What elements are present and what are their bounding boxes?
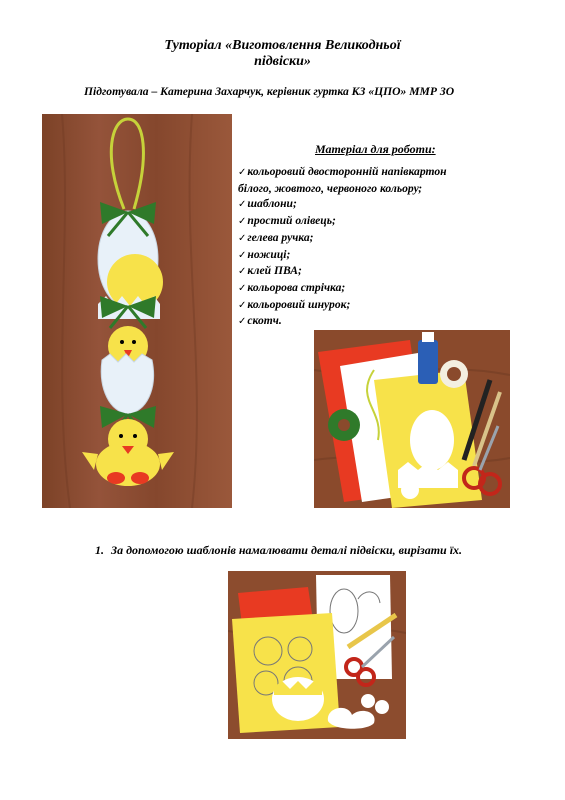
author-line: Підготувала – Катерина Захарчук, керівник гуртка КЗ «ЦПО» ММР ЗО (84, 85, 455, 98)
title-line-1: Туторіал «Виготовлення Великодньої (164, 38, 401, 53)
materials-list-item: ✓кольоровий шнурок; (238, 297, 351, 311)
checkmark-icon: ✓ (238, 316, 247, 328)
checkmark-icon: ✓ (238, 282, 247, 294)
checkmark-icon: ✓ (238, 249, 247, 261)
checkmark-icon: ✓ (238, 216, 247, 228)
step-number: 1. (95, 543, 104, 557)
checkmark-icon: ✓ (238, 167, 247, 178)
materials-photo (314, 330, 510, 508)
materials-list-item: ✓кольоровий двосторонній напівкартон (238, 165, 447, 178)
materials-list-item: ✓гелева ручка; (238, 230, 314, 244)
checkmark-icon: ✓ (238, 199, 247, 211)
title-line-2: підвіски» (254, 54, 311, 69)
materials-list-item: ✓скотч. (238, 314, 282, 328)
finished-decoration-photo (42, 114, 232, 508)
materials-list-item: ✓шаблони; (238, 197, 297, 211)
materials-list-item-continuation: білого, жовтого, червоного кольору; (238, 181, 423, 195)
step-1-photo (228, 571, 406, 739)
materials-list (238, 164, 447, 330)
materials-list-item: ✓ножиці; (238, 247, 291, 261)
checkmark-icon: ✓ (238, 266, 247, 278)
checkmark-icon: ✓ (238, 232, 247, 244)
step-1 (95, 543, 462, 558)
materials-list-item: ✓кольорова стрічка; (238, 280, 346, 294)
materials-heading: Матеріал для роботи: (315, 142, 436, 156)
materials-list-item: ✓клей ПВА; (238, 264, 302, 278)
checkmark-icon: ✓ (238, 299, 247, 311)
materials-list-item: ✓простий олівець; (238, 214, 336, 228)
document-title (0, 38, 565, 70)
step-text: За допомогою шаблонів намалювати деталі підвіски, вирізати їх. (111, 543, 463, 557)
